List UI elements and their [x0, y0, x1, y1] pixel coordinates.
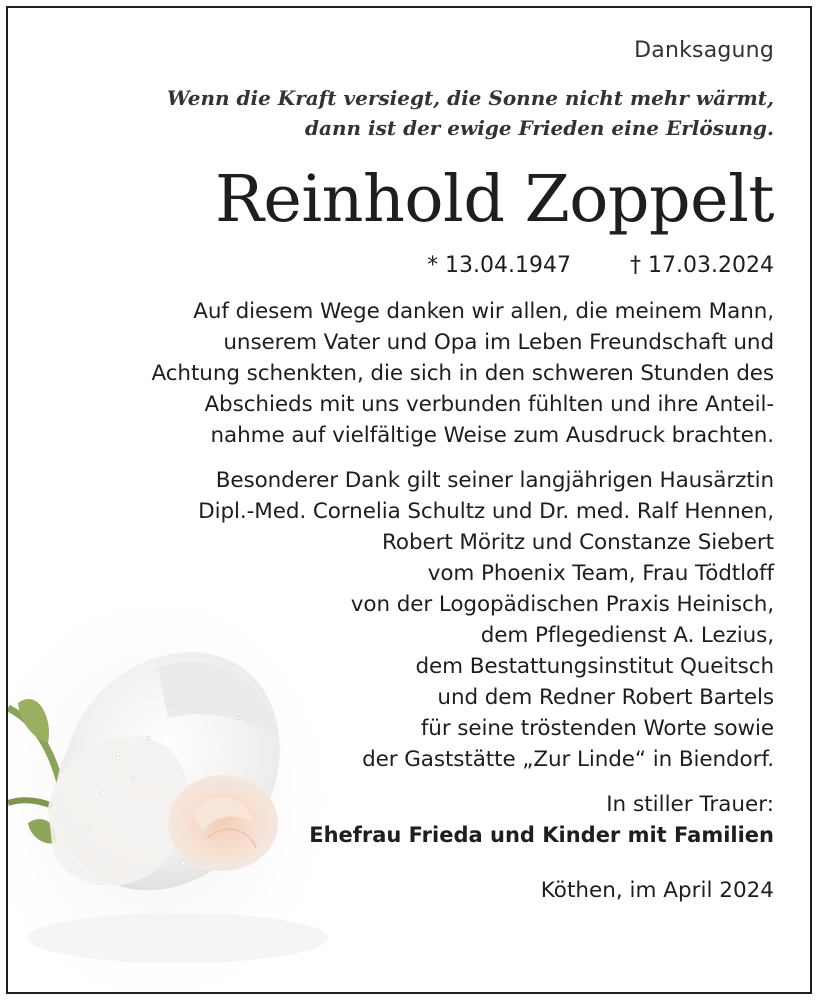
- text-line: vom Phoenix Team, Frau Tödtloff: [427, 561, 774, 586]
- mourning-signers: Ehefrau Frieda und Kinder mit Familien: [309, 823, 774, 847]
- text-line: Robert Möritz und Constanze Siebert: [382, 530, 774, 555]
- death-date: † 17.03.2024: [630, 253, 774, 278]
- text-line: dem Bestattungsinstitut Queitsch: [415, 654, 774, 679]
- text-line: dem Pflegedienst A. Lezius,: [480, 623, 774, 648]
- birth-date: * 13.04.1947: [427, 253, 572, 278]
- life-dates: [34, 253, 774, 278]
- text-line: Auf diesem Wege danken wir allen, die meinem Mann,: [193, 299, 774, 324]
- text-line: Achtung schenkten, die sich in den schweren Stunden des: [151, 361, 774, 386]
- text-line: unserem Vater und Opa im Leben Freundschaft und: [223, 330, 774, 355]
- text-line: Dipl.-Med. Cornelia Schultz und Dr. med. Ralf Hennen,: [198, 499, 774, 524]
- text-line: nahme auf vielfältige Weise zum Ausdruck brachten.: [210, 423, 774, 448]
- place-date: Köthen, im April 2024: [540, 878, 774, 903]
- motto-line: dann ist der ewige Frieden eine Erlösung.: [305, 116, 774, 140]
- deceased-name: Reinhold Zoppelt: [214, 162, 774, 237]
- text-line: von der Logopädischen Praxis Heinisch,: [350, 592, 774, 617]
- obituary-content: [34, 38, 774, 906]
- obituary-frame: [6, 6, 812, 994]
- special-thanks-paragraph: [34, 465, 774, 775]
- text-line: und dem Redner Robert Bartels: [437, 685, 774, 710]
- text-line: für seine tröstenden Worte sowie: [420, 716, 774, 741]
- motto-quote: [34, 83, 774, 143]
- motto-line: Wenn die Kraft versiegt, die Sonne nicht mehr wärmt,: [166, 86, 774, 110]
- thanks-paragraph: [34, 296, 774, 451]
- text-line: Abschieds mit uns verbunden fühlten und ihre Anteil-: [204, 392, 774, 417]
- mourning-signature: [34, 789, 774, 851]
- heading-danksagung: Danksagung: [634, 38, 774, 63]
- text-line: Besonderer Dank gilt seiner langjährigen Hausärztin: [215, 468, 774, 493]
- text-line: der Gaststätte „Zur Linde“ in Biendorf.: [362, 747, 774, 772]
- mourning-intro: In stiller Trauer:: [606, 792, 774, 817]
